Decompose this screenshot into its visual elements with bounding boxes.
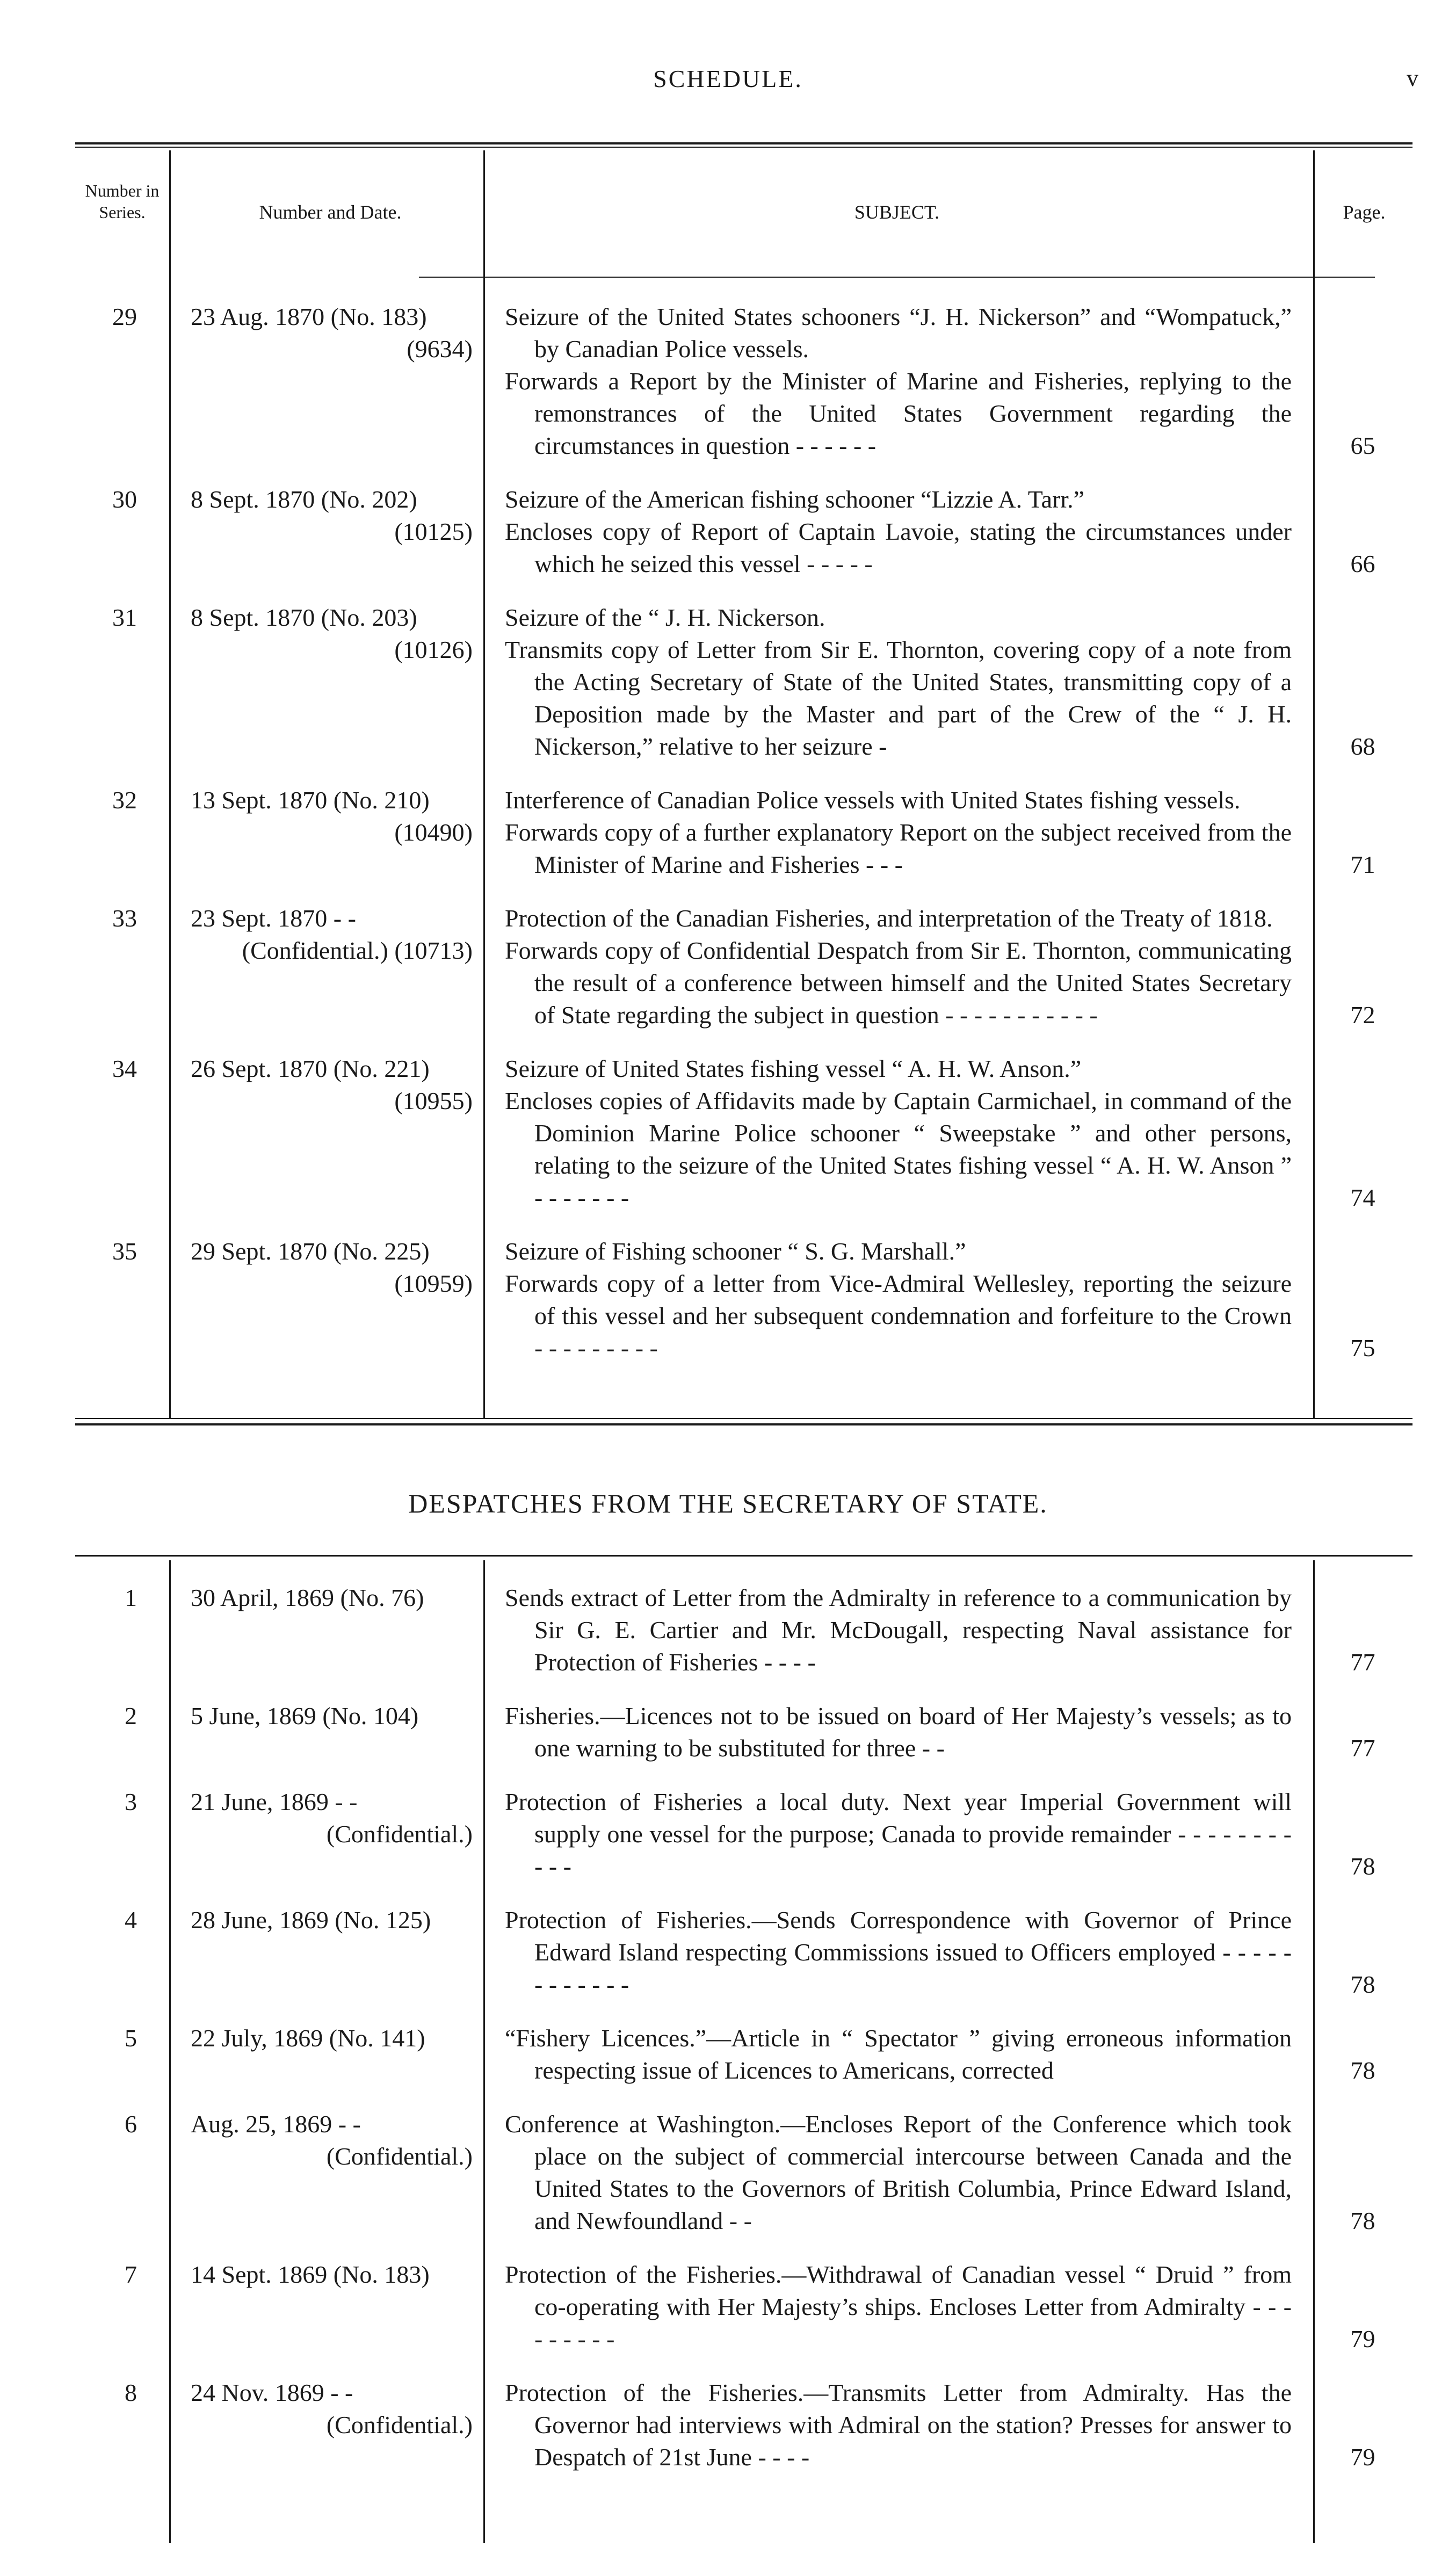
page-reference: 65: [1350, 432, 1375, 459]
reference-line: (10955): [394, 1087, 473, 1114]
number-and-date: [169, 1904, 483, 2001]
date-line: 30 April, 1869 (No. 76): [191, 1584, 424, 1611]
row-spacer: [75, 763, 1412, 784]
row-spacer-cell: [75, 1883, 1412, 1904]
subject: [483, 301, 1313, 462]
number-and-date: [169, 1700, 483, 1764]
page-reference: 68: [1350, 733, 1375, 760]
series-number: 8: [125, 2379, 137, 2406]
date-line: 22 July, 1869 (No. 141): [191, 2024, 425, 2052]
row-spacer-cell: [75, 580, 1412, 602]
row-spacer-cell: [75, 2355, 1412, 2377]
schedule-table: [75, 301, 1412, 1386]
reference-line: (Confidential.): [326, 2411, 473, 2438]
number-and-date: [169, 2259, 483, 2355]
number-and-date: [169, 2377, 483, 2473]
subject: [483, 902, 1313, 1031]
subject: [483, 1235, 1313, 1364]
date-line: 29 Sept. 1870 (No. 225): [191, 1237, 430, 1265]
subject-paragraph: Forwards copy of Confidential Despatch from Sir E. Thornton, communicating the result of a conference between himself and the United States Secretary of State regarding the subject in question - - - - - - - - - - -: [505, 937, 1292, 1029]
table-row: [75, 2022, 1412, 2087]
reference-line: (Confidential.) (10713): [242, 937, 473, 964]
subject-paragraph: Protection of the Fisheries.—Withdrawal of Canadian vessel “ Druid ” from co-operating with Her Majesty’s ships. Encloses Letter from Admiralty - - - - - - - - -: [505, 2261, 1292, 2353]
subject-paragraph: Forwards copy of a letter from Vice-Admiral Wellesley, reporting the seizure of this vessel and her subsequent condemnation and forfeiture to the Crown - - - - - - - - -: [505, 1270, 1292, 1362]
row-spacer-cell: [75, 763, 1412, 784]
reference-line: (10125): [394, 518, 473, 545]
number-and-date: [169, 2022, 483, 2087]
row-spacer: [75, 2355, 1412, 2377]
subject: [483, 1786, 1313, 1883]
page-reference: 78: [1350, 1971, 1375, 1998]
number-and-date: [169, 483, 483, 580]
table-row: [75, 2108, 1412, 2237]
row-spacer-cell: [75, 2237, 1412, 2259]
row-spacer: [75, 881, 1412, 902]
subject-paragraph: Seizure of Fishing schooner “ S. G. Marshall.”: [505, 1237, 966, 1265]
subject-paragraph: Seizure of the American fishing schooner “Lizzie A. Tarr.”: [505, 486, 1085, 513]
page-reference: 79: [1350, 2325, 1375, 2353]
subject: [483, 2259, 1313, 2355]
number-and-date: [169, 1582, 483, 1678]
row-spacer-cell: [75, 2001, 1412, 2022]
page-reference: 72: [1350, 1001, 1375, 1029]
table-row: [75, 2259, 1412, 2355]
subject-paragraph: Fisheries.—Licences not to be issued on board of Her Majesty’s vessels; as to one warning to be substituted for three - -: [505, 1702, 1292, 1762]
page-reference: 66: [1350, 550, 1375, 577]
series-number: 33: [112, 904, 137, 932]
top-rule: [75, 142, 1412, 144]
subject: [483, 1700, 1313, 1764]
row-spacer: [75, 1364, 1412, 1386]
column-header-number-date: Number and Date.: [259, 201, 402, 223]
despatch-table: [75, 1582, 1412, 2495]
subject-paragraph: “Fishery Licences.”—Article in “ Spectator ” giving erroneous information respecting issue of Licences to Americans, corrected: [505, 2024, 1292, 2084]
page-reference: 78: [1350, 2207, 1375, 2234]
row-spacer-cell: [75, 1214, 1412, 1235]
number-and-date: [169, 784, 483, 881]
series-number: 2: [125, 1702, 137, 1729]
series-number: 35: [112, 1237, 137, 1265]
section2-top-rule: [75, 1555, 1412, 1557]
row-spacer: [75, 2473, 1412, 2495]
date-line: 21 June, 1869 - -: [191, 1788, 358, 1815]
subject: [483, 784, 1313, 881]
date-line: 5 June, 1869 (No. 104): [191, 1702, 419, 1729]
reference-line: (10490): [394, 819, 473, 846]
table-row: [75, 1582, 1412, 1678]
page-reference: 78: [1350, 1852, 1375, 1880]
page-reference: 75: [1350, 1334, 1375, 1362]
column-header-subject: SUBJECT.: [854, 201, 940, 223]
date-line: 23 Aug. 1870 (No. 183): [191, 303, 427, 330]
subject-paragraph: Protection of Fisheries.—Sends Correspondence with Governor of Prince Edward Island respecting Commissions issued to Officers employed - - - - - - - - - - - -: [505, 1906, 1292, 1998]
subject: [483, 2108, 1313, 2237]
series-number: 3: [125, 1788, 137, 1815]
subject: [483, 1582, 1313, 1678]
subject: [483, 1053, 1313, 1214]
table-row: [75, 1904, 1412, 2001]
number-and-date: [169, 902, 483, 1031]
subject: [483, 1904, 1313, 2001]
table-row: [75, 483, 1412, 580]
date-line: 13 Sept. 1870 (No. 210): [191, 786, 430, 814]
row-spacer-cell: [75, 1764, 1412, 1786]
table-row: [75, 301, 1412, 462]
page-reference: 78: [1350, 2057, 1375, 2084]
row-spacer-cell: [75, 1678, 1412, 1700]
subject-paragraph: Interference of Canadian Police vessels with United States fishing vessels.: [505, 786, 1241, 814]
number-and-date: [169, 1053, 483, 1214]
subject-paragraph: Encloses copies of Affidavits made by Captain Carmichael, in command of the Dominion Marine Police schooner “ Sweepstake ” and other persons, relating to the seizure of the United States fishing vessel “ A. H. W. Anson ” - - - - - - -: [505, 1087, 1292, 1211]
page-reference: 77: [1350, 1648, 1375, 1676]
date-line: 28 June, 1869 (No. 125): [191, 1906, 431, 1934]
date-line: 14 Sept. 1869 (No. 183): [191, 2261, 430, 2288]
subject-paragraph: Forwards copy of a further explanatory Report on the subject received from the Minister of Marine and Fisheries - - -: [505, 819, 1292, 878]
series-number: 6: [125, 2110, 137, 2138]
subject: [483, 2377, 1313, 2473]
reference-line: (9634): [407, 335, 473, 363]
number-and-date: [169, 1786, 483, 1883]
number-and-date: [169, 2108, 483, 2237]
subject-paragraph: Transmits copy of Letter from Sir E. Thornton, covering copy of a note from the Acting Secretary of State of the United States, transmitting copy of a Deposition made by the Master and part of the Crew of the “ J. H. Nickerson,” relative to her seizure -: [505, 636, 1292, 760]
section-title: DESPATCHES FROM THE SECRETARY OF STATE.: [408, 1488, 1048, 1518]
row-spacer: [75, 2001, 1412, 2022]
series-number: 29: [112, 303, 137, 330]
row-spacer: [75, 462, 1412, 483]
row-spacer-cell: [75, 881, 1412, 902]
section-end-rule: [75, 1418, 1412, 1419]
column-header-page: Page.: [1343, 201, 1386, 223]
table-row: [75, 1053, 1412, 1214]
page-number: v: [1407, 65, 1418, 91]
series-number: 34: [112, 1055, 137, 1082]
row-spacer-cell: [75, 2473, 1412, 2495]
reference-line: (Confidential.): [326, 1820, 473, 1848]
subject-paragraph: Protection of the Canadian Fisheries, and interpretation of the Treaty of 1818.: [505, 904, 1273, 932]
subject-paragraph: Protection of the Fisheries.—Transmits Letter from Admiralty. Has the Governor had interviews with Admiral on the station? Presses for answer to Despatch of 21st June - - - -: [505, 2379, 1292, 2471]
series-number: 5: [125, 2024, 137, 2052]
subject: [483, 483, 1313, 580]
row-spacer: [75, 2237, 1412, 2259]
subject-paragraph: Protection of Fisheries a local duty. Next year Imperial Government will supply one vessel for the purpose; Canada to provide remainder - - - - - - - - - - -: [505, 1788, 1292, 1880]
series-number: 1: [125, 1584, 137, 1611]
page-reference: 79: [1350, 2443, 1375, 2471]
row-spacer: [75, 1883, 1412, 1904]
table-row: [75, 2377, 1412, 2473]
subject: [483, 602, 1313, 763]
series-number: 31: [112, 604, 137, 631]
number-and-date: [169, 1235, 483, 1364]
row-spacer: [75, 1764, 1412, 1786]
table-row: [75, 902, 1412, 1031]
reference-line: (Confidential.): [326, 2143, 473, 2170]
series-number: 32: [112, 786, 137, 814]
page-reference: 74: [1350, 1184, 1375, 1211]
reference-line: (10959): [394, 1270, 473, 1297]
date-line: Aug. 25, 1869 - -: [191, 2110, 361, 2138]
row-spacer: [75, 1214, 1412, 1235]
page-reference: 71: [1350, 851, 1375, 878]
date-line: 24 Nov. 1869 - -: [191, 2379, 353, 2406]
date-line: 8 Sept. 1870 (No. 203): [191, 604, 417, 631]
row-spacer-cell: [75, 2087, 1412, 2108]
row-spacer-cell: [75, 1364, 1412, 1386]
row-spacer: [75, 580, 1412, 602]
table-row: [75, 602, 1412, 763]
reference-line: (10126): [394, 636, 473, 663]
subject-paragraph: Sends extract of Letter from the Admiralty in reference to a communication by Sir G. E. Cartier and Mr. McDougall, respecting Naval assistance for Protection of Fisheries - - - -: [505, 1584, 1292, 1676]
subject-paragraph: Seizure of the United States schooners “J. H. Nickerson” and “Wompatuck,” by Canadian Police vessels.: [505, 303, 1292, 363]
row-spacer-cell: [75, 462, 1412, 483]
subject-paragraph: Forwards a Report by the Minister of Marine and Fisheries, replying to the remonstrances of the United States Government regarding the circumstances in question - - - - - -: [505, 367, 1292, 459]
header-divider: [419, 277, 1375, 278]
subject-paragraph: Seizure of the “ J. H. Nickerson.: [505, 604, 825, 631]
section-end-rule-thick: [75, 1423, 1412, 1425]
subject-paragraph: Conference at Washington.—Encloses Report of the Conference which took place on the subject of commercial intercourse between Canada and the United States to the Governors of British Columbia, Prince Edward Island, and Newfoundland - -: [505, 2110, 1292, 2234]
column-header-series: Number in Series.: [85, 181, 160, 222]
row-spacer: [75, 1678, 1412, 1700]
subject-paragraph: Seizure of United States fishing vessel “ A. H. W. Anson.”: [505, 1055, 1082, 1082]
series-number: 4: [125, 1906, 137, 1934]
page-reference: 77: [1350, 1734, 1375, 1762]
series-number: 7: [125, 2261, 137, 2288]
table-row: [75, 1235, 1412, 1364]
subject-paragraph: Encloses copy of Report of Captain Lavoie, stating the circumstances under which he seized this vessel - - - - -: [505, 518, 1292, 577]
table-row: [75, 784, 1412, 881]
table-row: [75, 1786, 1412, 1883]
number-and-date: [169, 301, 483, 462]
top-rule-thin: [75, 147, 1412, 148]
date-line: 8 Sept. 1870 (No. 202): [191, 486, 417, 513]
page-title: SCHEDULE.: [653, 65, 803, 92]
row-spacer: [75, 1031, 1412, 1053]
row-spacer: [75, 2087, 1412, 2108]
subject: [483, 2022, 1313, 2087]
table-row: [75, 1700, 1412, 1764]
series-number: 30: [112, 486, 137, 513]
date-line: 26 Sept. 1870 (No. 221): [191, 1055, 430, 1082]
row-spacer-cell: [75, 1031, 1412, 1053]
number-and-date: [169, 602, 483, 763]
date-line: 23 Sept. 1870 - -: [191, 904, 356, 932]
